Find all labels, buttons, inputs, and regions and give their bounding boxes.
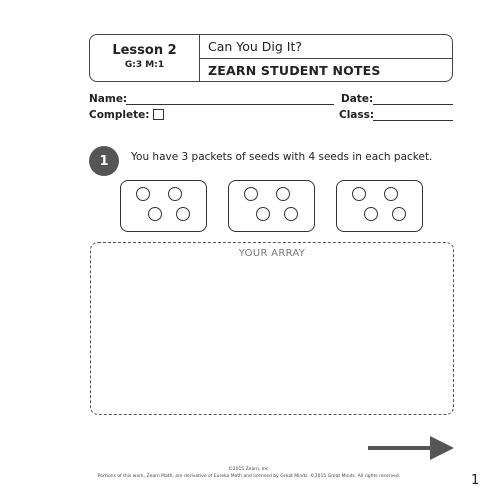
class-label: Class: (339, 109, 375, 121)
seed-icon (136, 187, 150, 201)
seed-icon (148, 207, 162, 221)
seed-icon (244, 187, 258, 201)
seed-icon (384, 187, 398, 201)
name-label: Name: (89, 93, 128, 105)
page-subtitle: ZEARN STUDENT NOTES (208, 63, 381, 78)
seed-icon (284, 207, 298, 221)
complete-checkbox[interactable] (153, 109, 164, 120)
lesson-title: Lesson 2 (112, 43, 177, 58)
question-text: You have 3 packets of seeds with 4 seeds in each packet. (131, 151, 433, 163)
complete-label: Complete: (89, 109, 150, 121)
seed-icon (176, 207, 190, 221)
array-label: YOUR ARRAY (238, 248, 306, 259)
footer-notice: Portions of this work, Zearn Math, are derivative of Eureka Math and licensed by Great Minds. ©2015 Great Minds. All rights reserved. (97, 474, 401, 479)
page-title: Can You Dig It? (208, 39, 303, 54)
date-field[interactable] (373, 104, 453, 105)
seed-icon (168, 187, 182, 201)
array-drawing-area[interactable] (90, 242, 454, 415)
footer-copyright: ©2015 Zearn, Inc. (228, 467, 270, 472)
name-field[interactable] (126, 104, 334, 105)
header-divider (199, 58, 453, 59)
seed-icon (364, 207, 378, 221)
seed-icon (352, 187, 366, 201)
question-number-badge: 1 (89, 146, 119, 176)
seed-packet (120, 180, 207, 232)
page-number: 1 (471, 473, 480, 488)
class-field[interactable] (373, 120, 453, 121)
seed-icon (392, 207, 406, 221)
lesson-header (89, 34, 453, 82)
lesson-code: G:3 M:1 (124, 60, 165, 70)
seed-icon (276, 187, 290, 201)
seed-packet (228, 180, 315, 232)
seed-packet (336, 180, 423, 232)
date-label: Date: (341, 93, 374, 105)
next-arrow-icon[interactable] (368, 434, 456, 462)
seed-icon (256, 207, 270, 221)
